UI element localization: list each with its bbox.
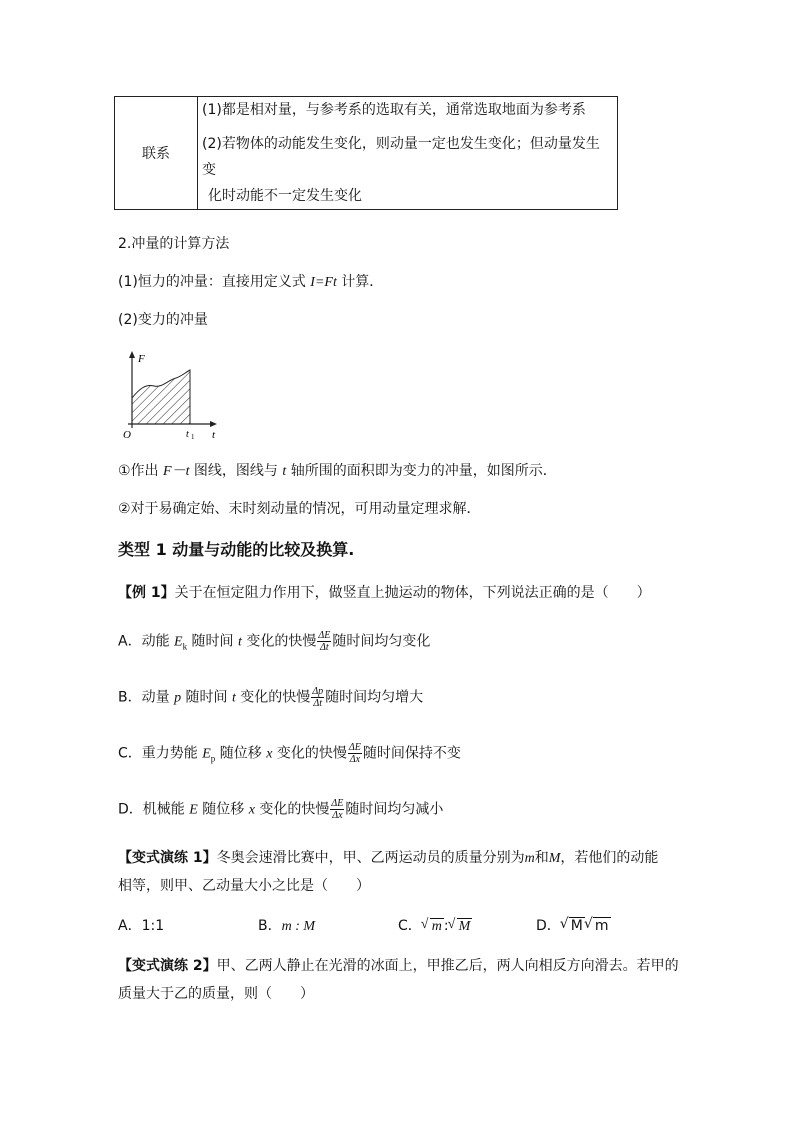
fraction-c: $\frac{\Delta E}{\Delta x}$ <box>348 742 361 765</box>
note1-pre: ①作出 <box>118 463 164 479</box>
item1-post: 计算． <box>336 274 384 290</box>
table-label-cell <box>115 97 198 210</box>
example1-stem-text: 关于在恒定阻力作用下，做竖直上抛运动的物体，下列说法正确的是（ ） <box>174 585 651 601</box>
constant-force-impulse <box>118 272 383 293</box>
x-axis-arrow <box>210 421 217 427</box>
sqrt-m-d: √ m <box>593 917 611 934</box>
practice1-option-a: A．1:1 <box>118 918 165 934</box>
variable-force-impulse: (2)变力的冲量 <box>118 312 208 328</box>
table-line-1: (1)都是相对量，与参考系的选取有关，通常选取地面为参考系 <box>202 102 586 118</box>
sqrt-M: √ M <box>457 918 473 935</box>
sqrt-M-d: √ M <box>569 917 585 934</box>
t1-label: t <box>186 429 189 440</box>
relationship-table <box>114 96 618 210</box>
type1-heading: 类型 1 动量与动能的比较及换算. <box>118 540 355 559</box>
note1-t: t <box>282 464 287 479</box>
fraction-b: $\frac{\Delta p}{\Delta t}$ <box>312 686 324 709</box>
example1-option-b: B．动量 p 随时间 t 变化的快慢 $\frac{\Delta p}{\Delta t}$ 随时间均匀增大 <box>118 686 424 709</box>
note1-post: 轴所围的面积即为变力的冲量，如图所示． <box>286 463 557 479</box>
note-1 <box>118 461 557 482</box>
item1-pre: (1)恒力的冲量：直接用定义式 <box>118 274 311 290</box>
table-line-3: 化时动能不一定发生变化 <box>208 188 362 204</box>
sqrt-m: √ m <box>430 918 444 935</box>
fraction-d: $\frac{\Delta E}{\Delta x}$ <box>331 798 344 821</box>
practice1-line2: 相等，则甲、乙动量大小之比是（ ） <box>118 878 370 894</box>
y-axis-arrow <box>129 351 135 358</box>
table-line-2: (2)若物体的动能发生变化，则动量一定也发生变化；但动量发生变 <box>202 136 600 178</box>
practice1-line1: 【变式演练 1】冬奥会速滑比赛中，甲、乙两运动员的质量分别为m和M，若他们的动能 <box>118 850 659 866</box>
note1-formula: F－t <box>163 464 190 479</box>
example1-stem <box>118 583 651 603</box>
example1-tag: 【例 1】 <box>118 585 175 601</box>
shaded-area <box>132 370 190 424</box>
impulse-formula: I=Ft <box>310 275 337 290</box>
t1-subscript: 1 <box>191 433 195 441</box>
example1-option-c: C．重力势能 $E_p$ 随位移 x 变化的快慢 $\frac{\Delta E}{\Delta x}$ 随时间保持不变 <box>118 742 461 765</box>
example1-option-a: A．动能 $E_k$ 随时间 t 变化的快慢 $\frac{\Delta E}{\Delta t}$ 随时间均匀变化 <box>118 630 431 653</box>
section-heading: 2.冲量的计算方法 <box>118 236 230 252</box>
practice1-option-c: C．√ m :√ M <box>398 916 472 936</box>
note1-mid: 图线，图线与 <box>189 463 283 479</box>
force-time-graph <box>118 350 228 442</box>
practice2-tag: 【变式演练 2】 <box>118 958 217 974</box>
x-axis-label: t <box>212 429 216 441</box>
practice2-line1: 【变式演练 2】甲、乙两人静止在光滑的冰面上，甲推乙后，两人向相反方向滑去。若甲的 <box>118 958 679 974</box>
table-label: 联系 <box>142 146 170 162</box>
y-axis-label: F <box>138 353 145 365</box>
practice1-tag: 【变式演练 1】 <box>118 850 217 866</box>
note-2: ②对于易确定始、末时刻动量的情况，可用动量定理求解． <box>118 501 481 517</box>
practice1-option-d: D．√ M√ m <box>536 916 611 936</box>
example1-option-d: D．机械能 E 随位移 x 变化的快慢 $\frac{\Delta E}{\Delta x}$ 随时间均匀减小 <box>118 798 444 821</box>
practice2-line2: 质量大于乙的质量，则（ ） <box>118 986 314 1002</box>
table-content-cell <box>198 97 618 210</box>
practice1-option-b: B．m : M <box>258 918 316 934</box>
fraction-a: $\frac{\Delta E}{\Delta t}$ <box>318 630 331 653</box>
origin-label: O <box>123 429 131 441</box>
